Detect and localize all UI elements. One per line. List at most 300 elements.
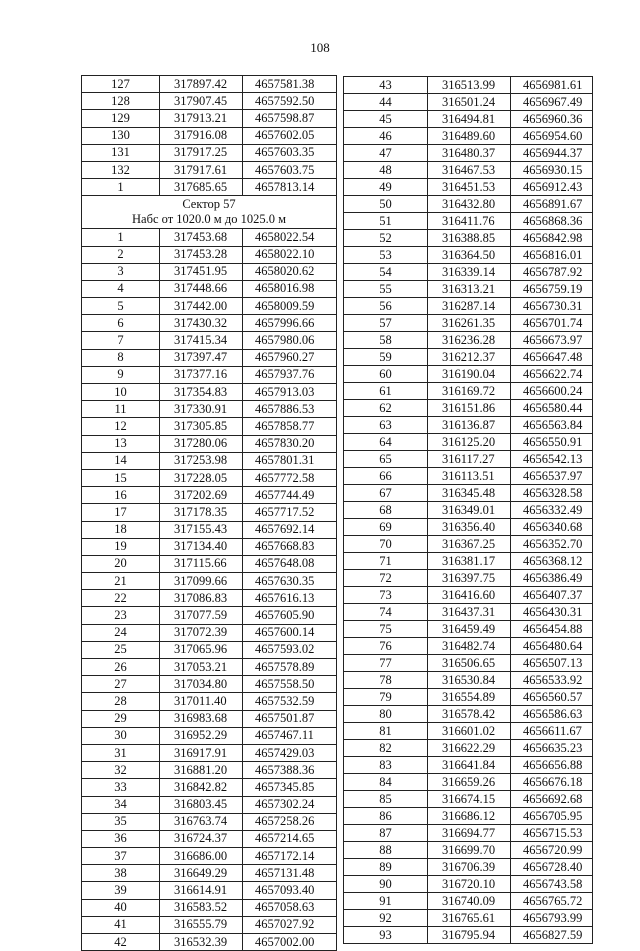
coord-y: 4656580.44 <box>511 400 593 417</box>
table-row <box>344 247 593 264</box>
table-row <box>82 744 337 761</box>
coord-x: 317115.66 <box>160 555 243 572</box>
coord-y: 4656533.92 <box>511 672 593 689</box>
point-number: 33 <box>82 779 160 796</box>
coord-x: 316381.17 <box>428 553 511 570</box>
point-number: 54 <box>344 264 428 281</box>
point-number: 8 <box>82 349 160 366</box>
coord-y: 4657692.14 <box>243 521 337 538</box>
coord-y: 4657058.63 <box>243 899 337 916</box>
table-row <box>344 366 593 383</box>
coord-x: 316686.00 <box>160 848 243 865</box>
coord-y: 4656720.99 <box>511 842 593 859</box>
point-number: 10 <box>82 384 160 401</box>
table-row <box>344 859 593 876</box>
coord-y: 4657648.08 <box>243 555 337 572</box>
table-row <box>82 332 337 349</box>
coord-y: 4657002.00 <box>243 934 337 951</box>
table-row <box>344 774 593 791</box>
coord-y: 4656328.58 <box>511 485 593 502</box>
point-number: 35 <box>82 813 160 830</box>
coord-y: 4657605.90 <box>243 607 337 624</box>
coord-y: 4657501.87 <box>243 710 337 727</box>
coord-x: 316917.91 <box>160 744 243 761</box>
sector-title: Сектор 57 <box>182 197 236 212</box>
coord-y: 4656954.60 <box>511 128 593 145</box>
point-number: 17 <box>82 504 160 521</box>
point-number: 56 <box>344 298 428 315</box>
coord-x: 316287.14 <box>428 298 511 315</box>
coord-x: 316530.84 <box>428 672 511 689</box>
coord-y: 4657578.89 <box>243 659 337 676</box>
coord-x: 316983.68 <box>160 710 243 727</box>
point-number: 90 <box>344 876 428 893</box>
table-row <box>344 672 593 689</box>
coord-y: 4656647.48 <box>511 349 593 366</box>
point-number: 23 <box>82 607 160 624</box>
sector-subtitle: Набс от 1020.0 м до 1025.0 м <box>132 212 286 227</box>
point-number: 30 <box>82 727 160 744</box>
point-number: 80 <box>344 706 428 723</box>
point-number: 45 <box>344 111 428 128</box>
table-row <box>344 196 593 213</box>
coord-x: 316686.12 <box>428 808 511 825</box>
coord-y: 4656730.31 <box>511 298 593 315</box>
table-row <box>82 298 337 315</box>
coord-x: 316416.60 <box>428 587 511 604</box>
coord-x: 317415.34 <box>160 332 243 349</box>
point-number: 44 <box>344 94 428 111</box>
coord-x: 316803.45 <box>160 796 243 813</box>
coord-x: 317280.06 <box>160 435 243 452</box>
table-row <box>82 401 337 418</box>
coord-x: 316765.61 <box>428 910 511 927</box>
coord-y: 4657258.26 <box>243 813 337 830</box>
coord-x: 317916.08 <box>160 127 243 144</box>
coord-x: 317354.83 <box>160 384 243 401</box>
table-row <box>82 676 337 693</box>
coord-y: 4657598.87 <box>243 110 337 127</box>
sector-header-row <box>82 196 337 229</box>
coord-y: 4657131.48 <box>243 865 337 882</box>
point-number: 64 <box>344 434 428 451</box>
point-number: 40 <box>82 899 160 916</box>
point-number: 83 <box>344 757 428 774</box>
coord-y: 4657937.76 <box>243 366 337 383</box>
coord-x: 317011.40 <box>160 693 243 710</box>
table-row <box>344 553 593 570</box>
point-number: 4 <box>82 280 160 297</box>
table-row <box>344 145 593 162</box>
coord-y: 4657600.14 <box>243 624 337 641</box>
table-row <box>82 779 337 796</box>
point-number: 48 <box>344 162 428 179</box>
table-row <box>344 264 593 281</box>
table-row <box>82 366 337 383</box>
coord-x: 316212.37 <box>428 349 511 366</box>
coord-y: 4657813.14 <box>243 179 337 196</box>
point-number: 129 <box>82 110 160 127</box>
coord-y: 4656586.63 <box>511 706 593 723</box>
point-number: 22 <box>82 590 160 607</box>
table-row <box>344 689 593 706</box>
table-row <box>344 434 593 451</box>
point-number: 21 <box>82 573 160 590</box>
table-row <box>344 298 593 315</box>
coord-x: 316339.14 <box>428 264 511 281</box>
coord-y: 4656507.13 <box>511 655 593 672</box>
point-number: 6 <box>82 315 160 332</box>
coord-y: 4657302.24 <box>243 796 337 813</box>
coord-y: 4656743.58 <box>511 876 593 893</box>
point-number: 132 <box>82 161 160 178</box>
point-number: 88 <box>344 842 428 859</box>
coord-x: 317397.47 <box>160 349 243 366</box>
coord-y: 4657603.35 <box>243 144 337 161</box>
point-number: 127 <box>82 76 160 93</box>
coord-y: 4656715.53 <box>511 825 593 842</box>
coord-x: 316482.74 <box>428 638 511 655</box>
point-number: 82 <box>344 740 428 757</box>
point-number: 86 <box>344 808 428 825</box>
coord-y: 4657172.14 <box>243 848 337 865</box>
coord-x: 316740.09 <box>428 893 511 910</box>
coord-y: 4656912.43 <box>511 179 593 196</box>
point-number: 66 <box>344 468 428 485</box>
point-number: 91 <box>344 893 428 910</box>
table-row <box>344 111 593 128</box>
coord-y: 4656407.37 <box>511 587 593 604</box>
coord-y: 4657772.58 <box>243 469 337 486</box>
coord-x: 316649.29 <box>160 865 243 882</box>
point-number: 84 <box>344 774 428 791</box>
coord-x: 316345.48 <box>428 485 511 502</box>
table-row <box>82 659 337 676</box>
coordinates-table-left <box>81 75 337 951</box>
table-row <box>82 882 337 899</box>
table-row <box>344 910 593 927</box>
table-row <box>82 384 337 401</box>
point-number: 68 <box>344 502 428 519</box>
table-row <box>82 161 337 178</box>
coord-y: 4656656.88 <box>511 757 593 774</box>
coord-x: 317077.59 <box>160 607 243 624</box>
coord-x: 317202.69 <box>160 487 243 504</box>
point-number: 57 <box>344 315 428 332</box>
coord-y: 4656430.31 <box>511 604 593 621</box>
coord-y: 4657532.59 <box>243 693 337 710</box>
coord-y: 4657886.53 <box>243 401 337 418</box>
point-number: 28 <box>82 693 160 710</box>
table-row <box>344 604 593 621</box>
point-number: 3 <box>82 263 160 280</box>
point-number: 47 <box>344 145 428 162</box>
point-number: 69 <box>344 519 428 536</box>
point-number: 9 <box>82 366 160 383</box>
table-row <box>344 281 593 298</box>
point-number: 93 <box>344 927 428 944</box>
coord-y: 4656944.37 <box>511 145 593 162</box>
point-number: 29 <box>82 710 160 727</box>
coord-y: 4656705.95 <box>511 808 593 825</box>
point-number: 36 <box>82 830 160 847</box>
point-number: 46 <box>344 128 428 145</box>
point-number: 11 <box>82 401 160 418</box>
coord-y: 4656454.88 <box>511 621 593 638</box>
coord-x: 316881.20 <box>160 762 243 779</box>
table-row <box>82 899 337 916</box>
coord-x: 316411.76 <box>428 213 511 230</box>
coord-y: 4656816.01 <box>511 247 593 264</box>
coord-y: 4656676.18 <box>511 774 593 791</box>
coord-x: 316622.29 <box>428 740 511 757</box>
coord-y: 4656480.64 <box>511 638 593 655</box>
point-number: 51 <box>344 213 428 230</box>
point-number: 34 <box>82 796 160 813</box>
table-row <box>344 825 593 842</box>
table-row <box>344 315 593 332</box>
coord-y: 4657593.02 <box>243 641 337 658</box>
table-row <box>344 893 593 910</box>
point-number: 53 <box>344 247 428 264</box>
coord-x: 316532.39 <box>160 934 243 951</box>
coord-y: 4657603.75 <box>243 161 337 178</box>
point-number: 55 <box>344 281 428 298</box>
coord-y: 4656386.49 <box>511 570 593 587</box>
point-number: 52 <box>344 230 428 247</box>
coord-x: 317253.98 <box>160 452 243 469</box>
point-number: 74 <box>344 604 428 621</box>
point-number: 37 <box>82 848 160 865</box>
table-row <box>82 624 337 641</box>
coord-x: 316261.35 <box>428 315 511 332</box>
coord-x: 316437.31 <box>428 604 511 621</box>
coord-y: 4657668.83 <box>243 538 337 555</box>
coord-x: 316501.24 <box>428 94 511 111</box>
coord-x: 317228.05 <box>160 469 243 486</box>
point-number: 78 <box>344 672 428 689</box>
coord-y: 4656827.59 <box>511 927 593 944</box>
coord-x: 317917.61 <box>160 161 243 178</box>
coord-y: 4657830.20 <box>243 435 337 452</box>
coord-x: 316489.60 <box>428 128 511 145</box>
coord-x: 316583.52 <box>160 899 243 916</box>
coord-y: 4657592.50 <box>243 93 337 110</box>
coord-x: 317072.39 <box>160 624 243 641</box>
point-number: 92 <box>344 910 428 927</box>
coord-x: 316554.89 <box>428 689 511 706</box>
table-row <box>82 848 337 865</box>
coord-x: 316367.25 <box>428 536 511 553</box>
point-number: 71 <box>344 553 428 570</box>
coord-y: 4656960.36 <box>511 111 593 128</box>
coord-x: 316674.15 <box>428 791 511 808</box>
coord-y: 4657980.06 <box>243 332 337 349</box>
table-row <box>82 830 337 847</box>
table-row <box>82 693 337 710</box>
coord-x: 316388.85 <box>428 230 511 247</box>
table-row <box>344 349 593 366</box>
point-number: 42 <box>82 934 160 951</box>
coord-y: 4656759.19 <box>511 281 593 298</box>
point-number: 72 <box>344 570 428 587</box>
table-row <box>344 519 593 536</box>
coord-x: 316451.53 <box>428 179 511 196</box>
table-row <box>82 865 337 882</box>
table-row <box>82 521 337 538</box>
coord-x: 316699.70 <box>428 842 511 859</box>
coord-y: 4657214.65 <box>243 830 337 847</box>
coord-x: 316432.80 <box>428 196 511 213</box>
point-number: 41 <box>82 916 160 933</box>
point-number: 13 <box>82 435 160 452</box>
point-number: 18 <box>82 521 160 538</box>
table-row <box>82 127 337 144</box>
coord-y: 4656542.13 <box>511 451 593 468</box>
table-row <box>344 638 593 655</box>
point-number: 24 <box>82 624 160 641</box>
point-number: 15 <box>82 469 160 486</box>
point-number: 65 <box>344 451 428 468</box>
coord-y: 4658022.54 <box>243 229 337 246</box>
point-number: 5 <box>82 298 160 315</box>
coord-y: 4657960.27 <box>243 349 337 366</box>
point-number: 77 <box>344 655 428 672</box>
point-number: 7 <box>82 332 160 349</box>
coord-x: 316459.49 <box>428 621 511 638</box>
table-row <box>344 536 593 553</box>
coord-x: 317917.25 <box>160 144 243 161</box>
point-number: 79 <box>344 689 428 706</box>
coord-y: 4656340.68 <box>511 519 593 536</box>
coord-x: 316659.26 <box>428 774 511 791</box>
coord-x: 317685.65 <box>160 179 243 196</box>
coord-x: 316151.86 <box>428 400 511 417</box>
coord-y: 4657388.36 <box>243 762 337 779</box>
table-row <box>82 727 337 744</box>
coord-x: 317451.95 <box>160 263 243 280</box>
point-number: 76 <box>344 638 428 655</box>
point-number: 43 <box>344 77 428 94</box>
coord-y: 4657581.38 <box>243 76 337 93</box>
coord-x: 316694.77 <box>428 825 511 842</box>
point-number: 130 <box>82 127 160 144</box>
table-row <box>82 504 337 521</box>
coord-y: 4656368.12 <box>511 553 593 570</box>
coord-y: 4658022.10 <box>243 246 337 263</box>
coord-y: 4656930.15 <box>511 162 593 179</box>
table-row <box>82 641 337 658</box>
table-row <box>344 383 593 400</box>
table-row <box>344 162 593 179</box>
point-number: 70 <box>344 536 428 553</box>
coord-x: 317430.32 <box>160 315 243 332</box>
table-row <box>82 607 337 624</box>
coord-y: 4657717.52 <box>243 504 337 521</box>
coord-x: 317099.66 <box>160 573 243 590</box>
point-number: 62 <box>344 400 428 417</box>
point-number: 38 <box>82 865 160 882</box>
point-number: 75 <box>344 621 428 638</box>
coord-y: 4657093.40 <box>243 882 337 899</box>
table-row <box>82 179 337 196</box>
table-row <box>344 128 593 145</box>
table-row <box>344 94 593 111</box>
coord-x: 316190.04 <box>428 366 511 383</box>
table-row <box>82 555 337 572</box>
coord-x: 316842.82 <box>160 779 243 796</box>
coord-x: 317453.28 <box>160 246 243 263</box>
coord-y: 4657744.49 <box>243 487 337 504</box>
point-number: 60 <box>344 366 428 383</box>
coord-x: 316506.65 <box>428 655 511 672</box>
coord-y: 4656891.67 <box>511 196 593 213</box>
table-row <box>82 76 337 93</box>
coord-x: 317442.00 <box>160 298 243 315</box>
table-row <box>344 723 593 740</box>
coord-x: 316236.28 <box>428 332 511 349</box>
coord-x: 317305.85 <box>160 418 243 435</box>
point-number: 14 <box>82 452 160 469</box>
coordinates-table-right <box>343 76 593 944</box>
coord-x: 317053.21 <box>160 659 243 676</box>
point-number: 85 <box>344 791 428 808</box>
point-number: 61 <box>344 383 428 400</box>
point-number: 1 <box>82 229 160 246</box>
coord-y: 4656728.40 <box>511 859 593 876</box>
coord-y: 4656967.49 <box>511 94 593 111</box>
table-row <box>82 762 337 779</box>
table-row <box>344 400 593 417</box>
table-row <box>344 230 593 247</box>
table-row <box>344 587 593 604</box>
coord-x: 316952.29 <box>160 727 243 744</box>
coord-y: 4656563.84 <box>511 417 593 434</box>
point-number: 87 <box>344 825 428 842</box>
coord-y: 4657467.11 <box>243 727 337 744</box>
coord-y: 4657616.13 <box>243 590 337 607</box>
point-number: 27 <box>82 676 160 693</box>
table-row <box>344 655 593 672</box>
table-row <box>344 842 593 859</box>
coord-x: 316720.10 <box>428 876 511 893</box>
coord-y: 4657027.92 <box>243 916 337 933</box>
point-number: 2 <box>82 246 160 263</box>
coord-x: 316356.40 <box>428 519 511 536</box>
coord-x: 317907.45 <box>160 93 243 110</box>
coord-x: 316494.81 <box>428 111 511 128</box>
table-row <box>82 469 337 486</box>
coord-x: 316313.21 <box>428 281 511 298</box>
point-number: 20 <box>82 555 160 572</box>
coord-y: 4658016.98 <box>243 280 337 297</box>
point-number: 26 <box>82 659 160 676</box>
point-number: 49 <box>344 179 428 196</box>
table-row <box>344 502 593 519</box>
table-row <box>82 796 337 813</box>
table-row <box>82 813 337 830</box>
coord-y: 4656765.72 <box>511 893 593 910</box>
coord-x: 316136.87 <box>428 417 511 434</box>
point-number: 12 <box>82 418 160 435</box>
table-row <box>82 573 337 590</box>
table-row <box>82 246 337 263</box>
coord-x: 316578.42 <box>428 706 511 723</box>
table-row <box>82 315 337 332</box>
point-number: 73 <box>344 587 428 604</box>
coord-x: 316467.53 <box>428 162 511 179</box>
coord-y: 4658020.62 <box>243 263 337 280</box>
